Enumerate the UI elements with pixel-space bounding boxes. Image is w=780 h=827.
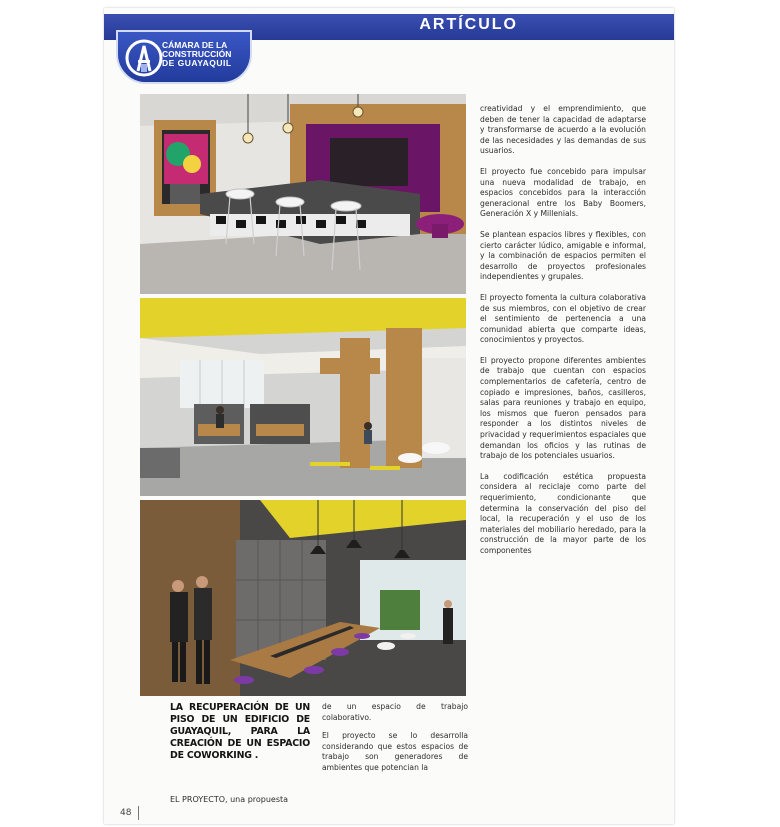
page-number-divider <box>138 806 139 820</box>
logo-text <box>162 41 254 68</box>
section-title: ARTÍCULO <box>419 16 518 33</box>
middle-paragraph: El proyecto se lo desarrolla considerando que estos espacios de trabajo son generadores de ambientes que potencian la <box>322 731 468 772</box>
middle-paragraph: de un espacio de trabajo colaborativo. <box>322 702 468 722</box>
magazine-page <box>104 8 674 824</box>
intro-rest: una propuesta <box>227 795 289 804</box>
right-paragraph: Se plantean espacios libres y flexibles, con cierto carácter lúdico, amigable e informal, y la combinación de espacios permiten el desarrollo de proyectos profesionales independientes y grupales. <box>480 229 646 282</box>
page-number: 48 <box>120 808 132 818</box>
right-paragraph: El proyecto propone diferentes ambientes de trabajo que cuentan con espacios complementarios de cafetería, centro de copiado e impresiones, baños, casilleros, salas para reuniones y trabajo en equipo, los mismos que fueron pensados para responder a los distintos niveles de privacidad y requerimientos espaciales que demandan los oficios y las rutinas de trabajo de los potenciales usuarios. <box>480 355 646 461</box>
intro-lead: EL PROYECTO, <box>170 795 228 804</box>
logo-mark-icon <box>124 38 164 78</box>
right-paragraph: La codificación estética propuesta considera al reciclaje como parte del requerimiento, condicionante que determina la conservación del piso del local, la recuperación y el uso de los materiales del mobiliario heredado, para la construcción de la mayor parte de los componentes <box>480 471 646 555</box>
logo-line-3: DE GUAYAQUIL <box>162 58 232 68</box>
rendering-bar-area <box>140 94 466 294</box>
logo-line-2: CONSTRUCCIÓN <box>162 49 232 59</box>
article-headline: LA RECUPERACIÓN DE UN PISO DE UN EDIFICIO DE GUAYAQUIL, PARA LA CREACIÓN DE UN ESPACIO DE COWORKING . <box>170 702 310 761</box>
organization-logo <box>116 30 252 84</box>
right-text-column <box>480 104 646 567</box>
right-paragraph: El proyecto fomenta la cultura colaborativa de sus miembros, con el objetivo de crear el sentimiento de pertenencia a una comunidad abierta que comparte ideas, conocimientos y proyectos. <box>480 292 646 345</box>
right-paragraph: creatividad y el emprendimiento, que deben de tener la capacidad de adaptarse y transformarse de acuerdo a la evolución de las necesidades y las demandas de sus usuarios. <box>480 104 646 156</box>
logo-line-1: CÁMARA DE LA <box>162 40 228 50</box>
right-paragraph: El proyecto fue concebido para impulsar una nueva modalidad de trabajo, en espacios concebidos para la interacción generacional entre los Baby Boomers, Generación X y Millenials. <box>480 166 646 219</box>
rendering-lounge-area <box>140 298 466 496</box>
middle-text-column <box>322 702 468 782</box>
article-intro <box>170 794 310 805</box>
rendering-meeting-area <box>140 500 466 696</box>
